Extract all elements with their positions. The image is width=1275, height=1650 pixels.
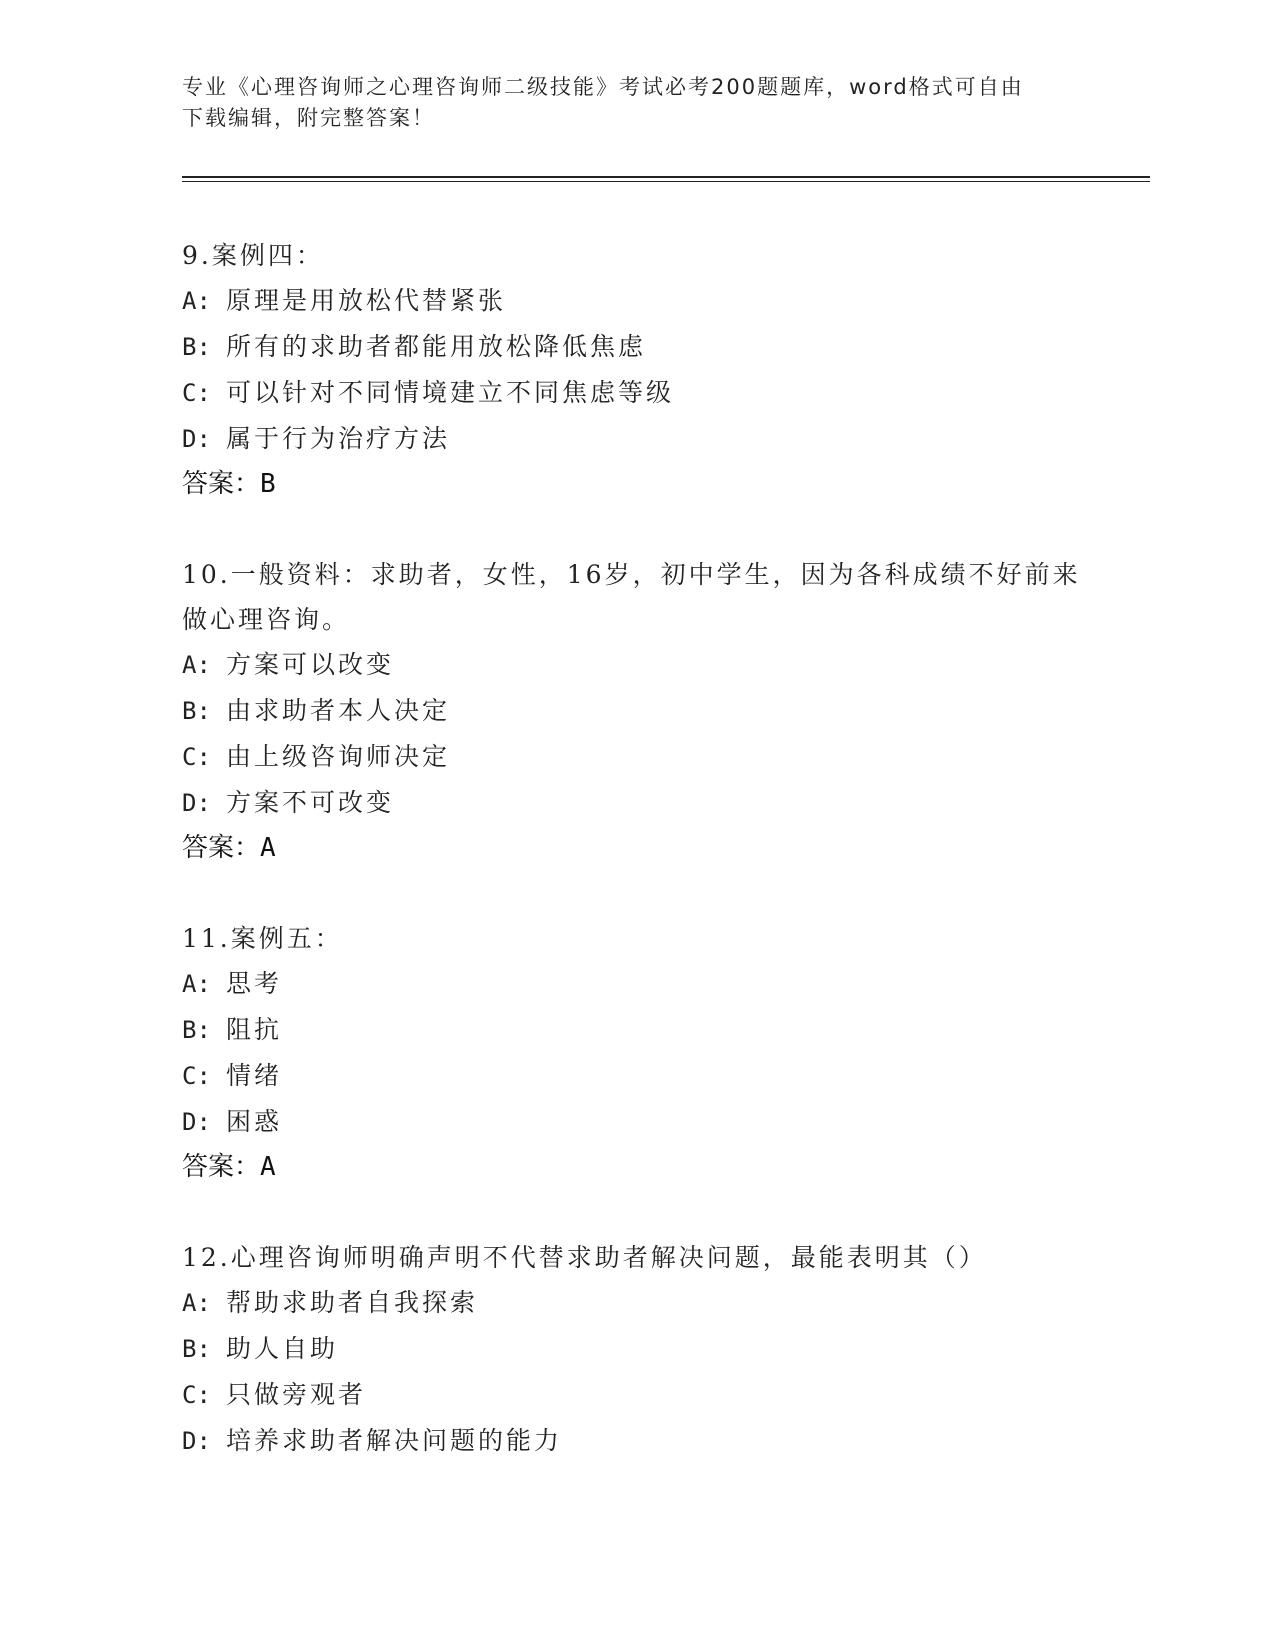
header-intro-text: 专业《心理咨询师之心理咨询师二级技能》考试必考200题题库，word格式可自由下载编辑，附完整答案！ [182, 75, 1024, 130]
option-text: 由求助者本人决定 [226, 696, 451, 725]
question-9 [182, 233, 1082, 507]
option-text: 原理是用放松代替紧张 [226, 286, 507, 315]
question-stem: 9.案例四： [182, 241, 324, 270]
option-text: 由上级咨询师决定 [226, 742, 451, 771]
option-text: 助人自助 [226, 1334, 339, 1363]
option-key: C: [182, 1062, 211, 1090]
option-key: B: [182, 1016, 211, 1044]
option-text: 阻抗 [226, 1015, 283, 1044]
option-a [182, 1280, 1082, 1326]
option-c [182, 370, 1082, 416]
option-b [182, 1007, 1082, 1053]
option-key: D: [182, 789, 211, 817]
option-text: 困惑 [226, 1107, 283, 1136]
answer-line [182, 826, 1082, 871]
option-c [182, 1053, 1082, 1099]
option-key: C: [182, 743, 211, 771]
option-a [182, 642, 1082, 688]
option-a [182, 961, 1082, 1007]
option-d [182, 416, 1082, 462]
option-b [182, 688, 1082, 734]
option-b [182, 1326, 1082, 1372]
option-text: 帮助求助者自我探索 [226, 1288, 479, 1317]
option-text: 方案不可改变 [226, 788, 395, 817]
answer-value: B [260, 469, 276, 499]
option-key: C: [182, 379, 211, 407]
option-c [182, 734, 1082, 780]
document-header [182, 72, 1042, 134]
option-c [182, 1372, 1082, 1418]
answer-value: A [260, 833, 276, 863]
option-key: A: [182, 1289, 211, 1317]
answer-value: A [260, 1152, 276, 1182]
option-key: A: [182, 651, 211, 679]
question-11 [182, 916, 1082, 1190]
question-12 [182, 1235, 1082, 1464]
option-key: D: [182, 425, 211, 453]
answer-line [182, 462, 1082, 507]
question-10 [182, 552, 1082, 871]
option-text: 可以针对不同情境建立不同焦虑等级 [226, 378, 675, 407]
question-stem: 12.心理咨询师明确声明不代替求助者解决问题，最能表明其（） [182, 1243, 987, 1272]
option-text: 只做旁观者 [226, 1380, 367, 1409]
answer-line [182, 1145, 1082, 1190]
option-b [182, 324, 1082, 370]
question-stem: 10.一般资料：求助者，女性，16岁，初中学生，因为各科成绩不好前来做心理咨询。 [182, 560, 1081, 634]
option-key: A: [182, 970, 211, 998]
option-d [182, 780, 1082, 826]
option-key: D: [182, 1108, 211, 1136]
option-key: B: [182, 697, 211, 725]
option-key: D: [182, 1427, 211, 1455]
option-text: 思考 [226, 969, 283, 998]
question-list [182, 233, 1082, 1509]
option-a [182, 278, 1082, 324]
question-stem: 11.案例五： [182, 924, 343, 953]
option-text: 属于行为治疗方法 [226, 424, 451, 453]
option-d [182, 1099, 1082, 1145]
header-divider-thin [182, 181, 1150, 182]
option-d [182, 1418, 1082, 1464]
option-key: C: [182, 1381, 211, 1409]
header-divider-thick [182, 176, 1150, 178]
option-text: 所有的求助者都能用放松降低焦虑 [226, 332, 647, 361]
option-key: B: [182, 333, 211, 361]
answer-label: 答案： [182, 1152, 261, 1182]
option-key: A: [182, 287, 211, 315]
option-text: 方案可以改变 [226, 650, 395, 679]
option-key: B: [182, 1335, 211, 1363]
answer-label: 答案： [182, 469, 261, 499]
option-text: 情绪 [226, 1061, 283, 1090]
option-text: 培养求助者解决问题的能力 [226, 1426, 563, 1455]
answer-label: 答案： [182, 833, 261, 863]
